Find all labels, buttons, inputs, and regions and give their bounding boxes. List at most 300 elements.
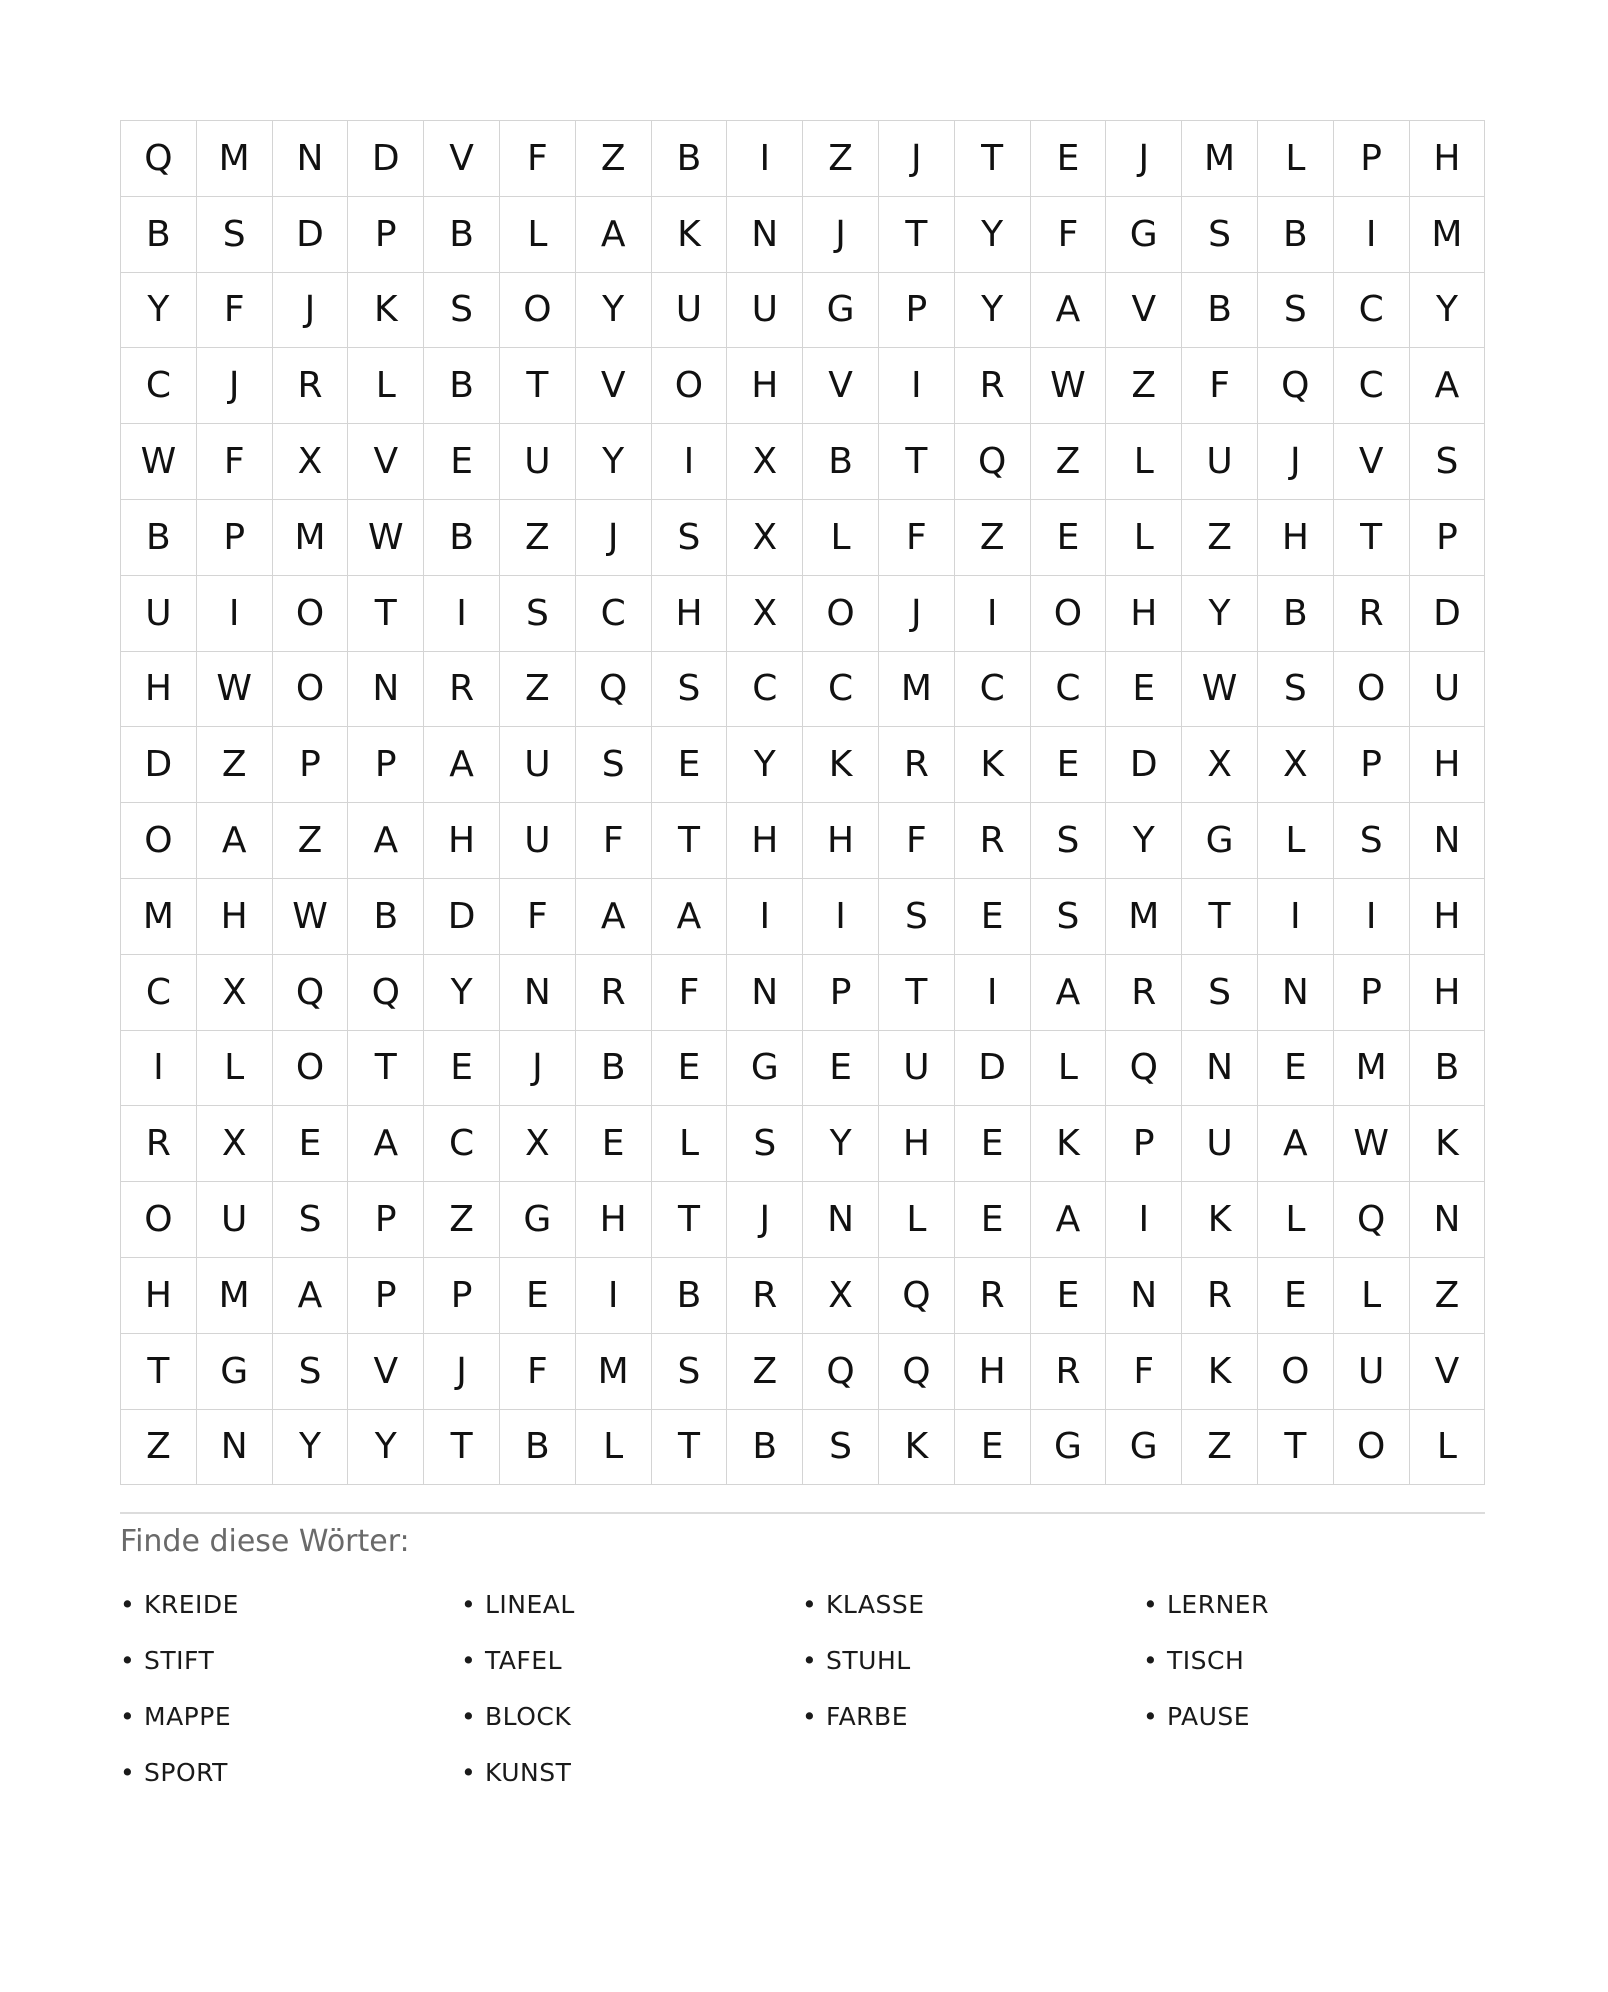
- grid-cell[interactable]: M: [197, 1258, 273, 1334]
- grid-cell[interactable]: I: [576, 1258, 652, 1334]
- grid-cell[interactable]: S: [1334, 803, 1410, 879]
- grid-cell[interactable]: A: [576, 197, 652, 273]
- grid-cell[interactable]: B: [121, 197, 197, 273]
- grid-cell[interactable]: H: [879, 1106, 955, 1182]
- grid-cell[interactable]: C: [1334, 273, 1410, 349]
- grid-cell[interactable]: H: [727, 803, 803, 879]
- grid-cell[interactable]: H: [1410, 955, 1486, 1031]
- grid-cell[interactable]: Z: [121, 1410, 197, 1486]
- grid-cell[interactable]: R: [955, 803, 1031, 879]
- grid-cell[interactable]: G: [727, 1031, 803, 1107]
- grid-cell[interactable]: S: [273, 1182, 349, 1258]
- grid-cell[interactable]: S: [652, 1334, 728, 1410]
- grid-cell[interactable]: Y: [1106, 803, 1182, 879]
- grid-cell[interactable]: S: [273, 1334, 349, 1410]
- grid-cell[interactable]: W: [121, 424, 197, 500]
- grid-cell[interactable]: S: [652, 500, 728, 576]
- grid-cell[interactable]: I: [879, 348, 955, 424]
- grid-cell[interactable]: L: [197, 1031, 273, 1107]
- grid-cell[interactable]: L: [1031, 1031, 1107, 1107]
- grid-cell[interactable]: O: [803, 576, 879, 652]
- grid-cell[interactable]: C: [576, 576, 652, 652]
- grid-cell[interactable]: H: [727, 348, 803, 424]
- grid-cell[interactable]: N: [1182, 1031, 1258, 1107]
- grid-cell[interactable]: H: [1258, 500, 1334, 576]
- grid-cell[interactable]: Y: [955, 197, 1031, 273]
- grid-cell[interactable]: K: [1410, 1106, 1486, 1182]
- grid-cell[interactable]: F: [197, 424, 273, 500]
- grid-cell[interactable]: X: [197, 1106, 273, 1182]
- grid-cell[interactable]: X: [1258, 727, 1334, 803]
- grid-cell[interactable]: Q: [879, 1334, 955, 1410]
- grid-cell[interactable]: J: [1258, 424, 1334, 500]
- grid-cell[interactable]: J: [197, 348, 273, 424]
- grid-cell[interactable]: B: [803, 424, 879, 500]
- grid-cell[interactable]: Z: [1410, 1258, 1486, 1334]
- grid-cell[interactable]: Q: [576, 652, 652, 728]
- grid-cell[interactable]: L: [1106, 500, 1182, 576]
- grid-cell[interactable]: E: [1258, 1031, 1334, 1107]
- grid-cell[interactable]: T: [1182, 879, 1258, 955]
- grid-cell[interactable]: H: [1410, 879, 1486, 955]
- grid-cell[interactable]: U: [500, 424, 576, 500]
- grid-cell[interactable]: D: [121, 727, 197, 803]
- grid-cell[interactable]: A: [576, 879, 652, 955]
- grid-cell[interactable]: S: [197, 197, 273, 273]
- grid-cell[interactable]: X: [500, 1106, 576, 1182]
- grid-cell[interactable]: R: [1182, 1258, 1258, 1334]
- grid-cell[interactable]: N: [273, 121, 349, 197]
- grid-cell[interactable]: U: [652, 273, 728, 349]
- grid-cell[interactable]: H: [1106, 576, 1182, 652]
- grid-cell[interactable]: F: [879, 803, 955, 879]
- grid-cell[interactable]: C: [1031, 652, 1107, 728]
- grid-cell[interactable]: A: [348, 803, 424, 879]
- grid-cell[interactable]: V: [1106, 273, 1182, 349]
- grid-cell[interactable]: J: [879, 576, 955, 652]
- grid-cell[interactable]: S: [727, 1106, 803, 1182]
- grid-cell[interactable]: R: [424, 652, 500, 728]
- grid-cell[interactable]: B: [500, 1410, 576, 1486]
- grid-cell[interactable]: C: [424, 1106, 500, 1182]
- grid-cell[interactable]: G: [1106, 197, 1182, 273]
- grid-cell[interactable]: G: [1106, 1410, 1182, 1486]
- grid-cell[interactable]: M: [1334, 1031, 1410, 1107]
- grid-cell[interactable]: B: [1410, 1031, 1486, 1107]
- grid-cell[interactable]: T: [955, 121, 1031, 197]
- grid-cell[interactable]: K: [1031, 1106, 1107, 1182]
- grid-cell[interactable]: U: [121, 576, 197, 652]
- grid-cell[interactable]: X: [1182, 727, 1258, 803]
- grid-cell[interactable]: A: [1258, 1106, 1334, 1182]
- grid-cell[interactable]: V: [348, 1334, 424, 1410]
- grid-cell[interactable]: E: [576, 1106, 652, 1182]
- grid-cell[interactable]: S: [1410, 424, 1486, 500]
- grid-cell[interactable]: D: [1106, 727, 1182, 803]
- grid-cell[interactable]: S: [1258, 652, 1334, 728]
- grid-cell[interactable]: N: [197, 1410, 273, 1486]
- grid-cell[interactable]: I: [121, 1031, 197, 1107]
- grid-cell[interactable]: O: [1334, 1410, 1410, 1486]
- grid-cell[interactable]: C: [955, 652, 1031, 728]
- grid-cell[interactable]: U: [1182, 1106, 1258, 1182]
- grid-cell[interactable]: U: [1410, 652, 1486, 728]
- grid-cell[interactable]: I: [424, 576, 500, 652]
- grid-cell[interactable]: Q: [348, 955, 424, 1031]
- grid-cell[interactable]: N: [348, 652, 424, 728]
- grid-cell[interactable]: M: [273, 500, 349, 576]
- grid-cell[interactable]: N: [1106, 1258, 1182, 1334]
- grid-cell[interactable]: B: [576, 1031, 652, 1107]
- grid-cell[interactable]: J: [273, 273, 349, 349]
- grid-cell[interactable]: P: [348, 1258, 424, 1334]
- grid-cell[interactable]: B: [1258, 576, 1334, 652]
- grid-cell[interactable]: G: [1031, 1410, 1107, 1486]
- grid-cell[interactable]: F: [1106, 1334, 1182, 1410]
- grid-cell[interactable]: R: [576, 955, 652, 1031]
- grid-cell[interactable]: E: [803, 1031, 879, 1107]
- grid-cell[interactable]: T: [879, 197, 955, 273]
- grid-cell[interactable]: T: [348, 1031, 424, 1107]
- grid-cell[interactable]: J: [803, 197, 879, 273]
- grid-cell[interactable]: P: [1334, 727, 1410, 803]
- grid-cell[interactable]: E: [1031, 121, 1107, 197]
- grid-cell[interactable]: M: [1182, 121, 1258, 197]
- grid-cell[interactable]: C: [727, 652, 803, 728]
- grid-cell[interactable]: G: [197, 1334, 273, 1410]
- grid-cell[interactable]: S: [424, 273, 500, 349]
- grid-cell[interactable]: A: [424, 727, 500, 803]
- grid-cell[interactable]: B: [424, 348, 500, 424]
- grid-cell[interactable]: Q: [879, 1258, 955, 1334]
- grid-cell[interactable]: P: [424, 1258, 500, 1334]
- grid-cell[interactable]: Z: [955, 500, 1031, 576]
- grid-cell[interactable]: S: [576, 727, 652, 803]
- grid-cell[interactable]: E: [955, 879, 1031, 955]
- grid-cell[interactable]: T: [879, 955, 955, 1031]
- grid-cell[interactable]: S: [803, 1410, 879, 1486]
- grid-cell[interactable]: L: [652, 1106, 728, 1182]
- grid-cell[interactable]: O: [273, 1031, 349, 1107]
- grid-cell[interactable]: Y: [121, 273, 197, 349]
- grid-cell[interactable]: Z: [803, 121, 879, 197]
- grid-cell[interactable]: Z: [500, 500, 576, 576]
- grid-cell[interactable]: P: [348, 1182, 424, 1258]
- grid-cell[interactable]: I: [803, 879, 879, 955]
- grid-cell[interactable]: W: [348, 500, 424, 576]
- grid-cell[interactable]: K: [955, 727, 1031, 803]
- grid-cell[interactable]: R: [879, 727, 955, 803]
- grid-cell[interactable]: S: [1182, 955, 1258, 1031]
- grid-cell[interactable]: E: [424, 1031, 500, 1107]
- grid-cell[interactable]: Y: [1182, 576, 1258, 652]
- grid-cell[interactable]: P: [879, 273, 955, 349]
- grid-cell[interactable]: O: [500, 273, 576, 349]
- grid-cell[interactable]: S: [1031, 879, 1107, 955]
- grid-cell[interactable]: Z: [1182, 1410, 1258, 1486]
- grid-cell[interactable]: T: [652, 1410, 728, 1486]
- grid-cell[interactable]: O: [273, 576, 349, 652]
- grid-cell[interactable]: J: [424, 1334, 500, 1410]
- grid-cell[interactable]: S: [500, 576, 576, 652]
- grid-cell[interactable]: Y: [424, 955, 500, 1031]
- grid-cell[interactable]: E: [955, 1106, 1031, 1182]
- grid-cell[interactable]: K: [1182, 1182, 1258, 1258]
- grid-cell[interactable]: Q: [1334, 1182, 1410, 1258]
- grid-cell[interactable]: K: [1182, 1334, 1258, 1410]
- grid-cell[interactable]: Q: [1258, 348, 1334, 424]
- grid-cell[interactable]: M: [121, 879, 197, 955]
- grid-cell[interactable]: G: [1182, 803, 1258, 879]
- grid-cell[interactable]: J: [576, 500, 652, 576]
- grid-cell[interactable]: V: [1334, 424, 1410, 500]
- grid-cell[interactable]: I: [1106, 1182, 1182, 1258]
- grid-cell[interactable]: F: [576, 803, 652, 879]
- grid-cell[interactable]: O: [1258, 1334, 1334, 1410]
- grid-cell[interactable]: P: [1334, 955, 1410, 1031]
- grid-cell[interactable]: I: [1334, 879, 1410, 955]
- grid-cell[interactable]: V: [424, 121, 500, 197]
- grid-cell[interactable]: A: [197, 803, 273, 879]
- grid-cell[interactable]: L: [348, 348, 424, 424]
- grid-cell[interactable]: T: [500, 348, 576, 424]
- grid-cell[interactable]: D: [424, 879, 500, 955]
- grid-cell[interactable]: E: [1031, 727, 1107, 803]
- grid-cell[interactable]: I: [955, 576, 1031, 652]
- grid-cell[interactable]: E: [955, 1410, 1031, 1486]
- grid-cell[interactable]: R: [955, 1258, 1031, 1334]
- grid-cell[interactable]: A: [652, 879, 728, 955]
- grid-cell[interactable]: P: [1410, 500, 1486, 576]
- grid-cell[interactable]: W: [1334, 1106, 1410, 1182]
- grid-cell[interactable]: F: [1182, 348, 1258, 424]
- grid-cell[interactable]: F: [652, 955, 728, 1031]
- grid-cell[interactable]: Q: [803, 1334, 879, 1410]
- grid-cell[interactable]: Q: [955, 424, 1031, 500]
- grid-cell[interactable]: P: [803, 955, 879, 1031]
- grid-cell[interactable]: J: [727, 1182, 803, 1258]
- grid-cell[interactable]: A: [1031, 1182, 1107, 1258]
- grid-cell[interactable]: R: [955, 348, 1031, 424]
- grid-cell[interactable]: G: [803, 273, 879, 349]
- grid-cell[interactable]: Y: [1410, 273, 1486, 349]
- grid-cell[interactable]: Y: [955, 273, 1031, 349]
- grid-cell[interactable]: C: [1334, 348, 1410, 424]
- grid-cell[interactable]: M: [197, 121, 273, 197]
- grid-cell[interactable]: F: [1031, 197, 1107, 273]
- grid-cell[interactable]: Q: [273, 955, 349, 1031]
- grid-cell[interactable]: O: [121, 1182, 197, 1258]
- grid-cell[interactable]: S: [1182, 197, 1258, 273]
- grid-cell[interactable]: I: [727, 879, 803, 955]
- grid-cell[interactable]: C: [121, 348, 197, 424]
- grid-cell[interactable]: N: [727, 197, 803, 273]
- grid-cell[interactable]: B: [1258, 197, 1334, 273]
- grid-cell[interactable]: D: [348, 121, 424, 197]
- grid-cell[interactable]: Y: [727, 727, 803, 803]
- grid-cell[interactable]: P: [1106, 1106, 1182, 1182]
- grid-cell[interactable]: R: [1031, 1334, 1107, 1410]
- grid-cell[interactable]: T: [348, 576, 424, 652]
- grid-cell[interactable]: U: [879, 1031, 955, 1107]
- grid-cell[interactable]: X: [273, 424, 349, 500]
- grid-cell[interactable]: B: [652, 121, 728, 197]
- grid-cell[interactable]: L: [1106, 424, 1182, 500]
- grid-cell[interactable]: Y: [576, 273, 652, 349]
- grid-cell[interactable]: L: [879, 1182, 955, 1258]
- grid-cell[interactable]: E: [1031, 500, 1107, 576]
- grid-cell[interactable]: O: [1031, 576, 1107, 652]
- grid-cell[interactable]: I: [197, 576, 273, 652]
- grid-cell[interactable]: N: [1410, 1182, 1486, 1258]
- grid-cell[interactable]: F: [197, 273, 273, 349]
- grid-cell[interactable]: F: [500, 121, 576, 197]
- grid-cell[interactable]: M: [1410, 197, 1486, 273]
- grid-cell[interactable]: Z: [1031, 424, 1107, 500]
- grid-cell[interactable]: E: [1258, 1258, 1334, 1334]
- grid-cell[interactable]: B: [652, 1258, 728, 1334]
- grid-cell[interactable]: X: [803, 1258, 879, 1334]
- grid-cell[interactable]: S: [1258, 273, 1334, 349]
- grid-cell[interactable]: W: [1031, 348, 1107, 424]
- grid-cell[interactable]: P: [197, 500, 273, 576]
- grid-cell[interactable]: N: [1258, 955, 1334, 1031]
- grid-cell[interactable]: A: [1410, 348, 1486, 424]
- grid-cell[interactable]: E: [652, 1031, 728, 1107]
- grid-cell[interactable]: I: [955, 955, 1031, 1031]
- grid-cell[interactable]: E: [273, 1106, 349, 1182]
- grid-cell[interactable]: Z: [1182, 500, 1258, 576]
- grid-cell[interactable]: Y: [273, 1410, 349, 1486]
- grid-cell[interactable]: B: [727, 1410, 803, 1486]
- grid-cell[interactable]: F: [879, 500, 955, 576]
- grid-cell[interactable]: Y: [576, 424, 652, 500]
- grid-cell[interactable]: E: [1031, 1258, 1107, 1334]
- grid-cell[interactable]: M: [576, 1334, 652, 1410]
- grid-cell[interactable]: R: [121, 1106, 197, 1182]
- grid-cell[interactable]: X: [727, 424, 803, 500]
- grid-cell[interactable]: T: [879, 424, 955, 500]
- grid-cell[interactable]: P: [348, 727, 424, 803]
- grid-cell[interactable]: H: [424, 803, 500, 879]
- grid-cell[interactable]: F: [500, 879, 576, 955]
- grid-cell[interactable]: K: [803, 727, 879, 803]
- grid-cell[interactable]: A: [273, 1258, 349, 1334]
- grid-cell[interactable]: O: [1334, 652, 1410, 728]
- grid-cell[interactable]: V: [348, 424, 424, 500]
- grid-cell[interactable]: E: [955, 1182, 1031, 1258]
- grid-cell[interactable]: J: [500, 1031, 576, 1107]
- grid-cell[interactable]: O: [652, 348, 728, 424]
- grid-cell[interactable]: Z: [424, 1182, 500, 1258]
- grid-cell[interactable]: B: [424, 500, 500, 576]
- grid-cell[interactable]: U: [197, 1182, 273, 1258]
- grid-cell[interactable]: L: [803, 500, 879, 576]
- grid-cell[interactable]: E: [652, 727, 728, 803]
- grid-cell[interactable]: L: [1258, 1182, 1334, 1258]
- grid-cell[interactable]: U: [1182, 424, 1258, 500]
- grid-cell[interactable]: M: [1106, 879, 1182, 955]
- grid-cell[interactable]: I: [652, 424, 728, 500]
- grid-cell[interactable]: B: [1182, 273, 1258, 349]
- grid-cell[interactable]: H: [652, 576, 728, 652]
- grid-cell[interactable]: H: [1410, 727, 1486, 803]
- grid-cell[interactable]: D: [273, 197, 349, 273]
- grid-cell[interactable]: B: [348, 879, 424, 955]
- grid-cell[interactable]: R: [727, 1258, 803, 1334]
- grid-cell[interactable]: L: [576, 1410, 652, 1486]
- grid-cell[interactable]: O: [273, 652, 349, 728]
- grid-cell[interactable]: I: [1334, 197, 1410, 273]
- grid-cell[interactable]: V: [803, 348, 879, 424]
- grid-cell[interactable]: C: [803, 652, 879, 728]
- grid-cell[interactable]: Y: [348, 1410, 424, 1486]
- grid-cell[interactable]: Q: [1106, 1031, 1182, 1107]
- grid-cell[interactable]: A: [348, 1106, 424, 1182]
- grid-cell[interactable]: X: [727, 576, 803, 652]
- grid-cell[interactable]: D: [955, 1031, 1031, 1107]
- grid-cell[interactable]: B: [121, 500, 197, 576]
- grid-cell[interactable]: E: [424, 424, 500, 500]
- grid-cell[interactable]: T: [652, 1182, 728, 1258]
- grid-cell[interactable]: U: [500, 803, 576, 879]
- grid-cell[interactable]: F: [500, 1334, 576, 1410]
- grid-cell[interactable]: R: [273, 348, 349, 424]
- grid-cell[interactable]: J: [1106, 121, 1182, 197]
- grid-cell[interactable]: T: [1258, 1410, 1334, 1486]
- grid-cell[interactable]: A: [1031, 273, 1107, 349]
- grid-cell[interactable]: H: [121, 652, 197, 728]
- grid-cell[interactable]: G: [500, 1182, 576, 1258]
- grid-cell[interactable]: H: [121, 1258, 197, 1334]
- grid-cell[interactable]: T: [424, 1410, 500, 1486]
- grid-cell[interactable]: X: [197, 955, 273, 1031]
- grid-cell[interactable]: Z: [197, 727, 273, 803]
- grid-cell[interactable]: T: [1334, 500, 1410, 576]
- grid-cell[interactable]: Z: [576, 121, 652, 197]
- grid-cell[interactable]: T: [121, 1334, 197, 1410]
- grid-cell[interactable]: E: [1106, 652, 1182, 728]
- grid-cell[interactable]: Y: [803, 1106, 879, 1182]
- grid-cell[interactable]: L: [500, 197, 576, 273]
- grid-cell[interactable]: L: [1258, 121, 1334, 197]
- grid-cell[interactable]: P: [1334, 121, 1410, 197]
- grid-cell[interactable]: N: [727, 955, 803, 1031]
- grid-cell[interactable]: O: [121, 803, 197, 879]
- grid-cell[interactable]: I: [727, 121, 803, 197]
- grid-cell[interactable]: Z: [273, 803, 349, 879]
- grid-cell[interactable]: S: [1031, 803, 1107, 879]
- grid-cell[interactable]: W: [1182, 652, 1258, 728]
- grid-cell[interactable]: P: [348, 197, 424, 273]
- grid-cell[interactable]: N: [500, 955, 576, 1031]
- grid-cell[interactable]: V: [576, 348, 652, 424]
- grid-cell[interactable]: M: [879, 652, 955, 728]
- grid-cell[interactable]: H: [576, 1182, 652, 1258]
- grid-cell[interactable]: Z: [727, 1334, 803, 1410]
- grid-cell[interactable]: U: [500, 727, 576, 803]
- grid-cell[interactable]: H: [197, 879, 273, 955]
- grid-cell[interactable]: N: [803, 1182, 879, 1258]
- grid-cell[interactable]: P: [273, 727, 349, 803]
- grid-cell[interactable]: L: [1258, 803, 1334, 879]
- grid-cell[interactable]: U: [727, 273, 803, 349]
- grid-cell[interactable]: Q: [121, 121, 197, 197]
- grid-cell[interactable]: H: [955, 1334, 1031, 1410]
- grid-cell[interactable]: Z: [1106, 348, 1182, 424]
- grid-cell[interactable]: H: [803, 803, 879, 879]
- grid-cell[interactable]: R: [1106, 955, 1182, 1031]
